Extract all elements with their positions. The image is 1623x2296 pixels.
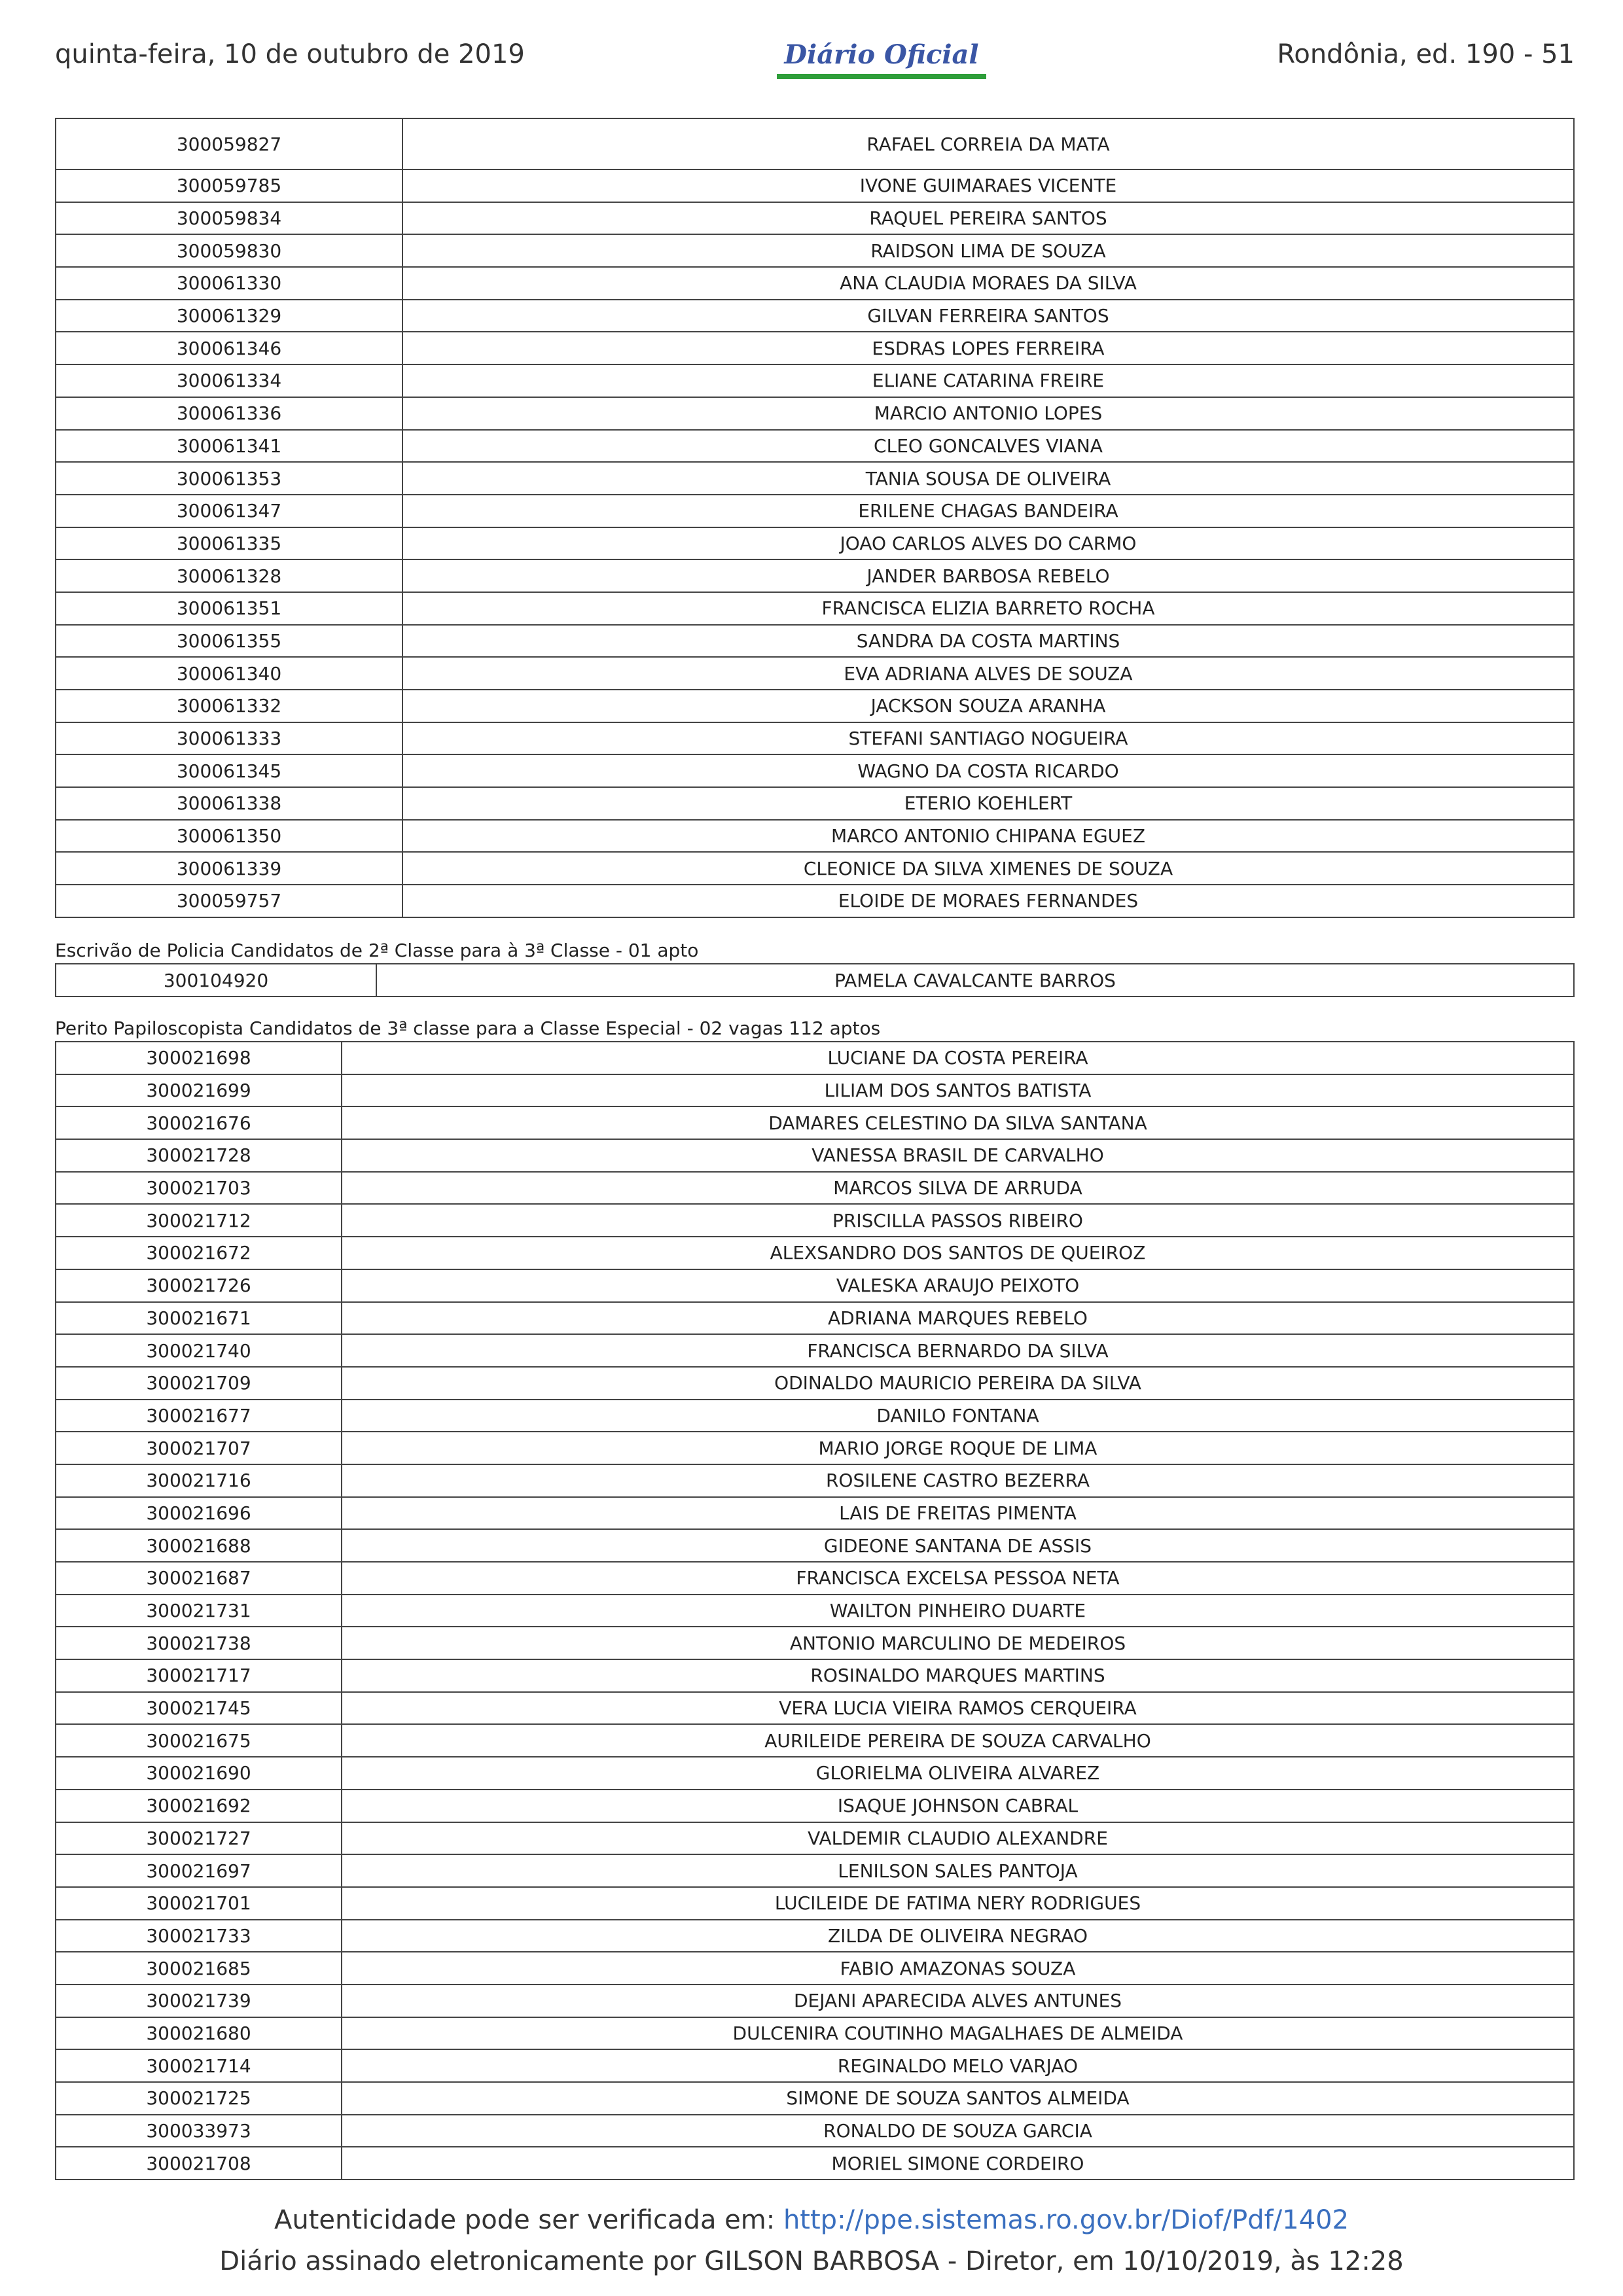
registration-number: 300061333 [56, 722, 402, 755]
registration-number: 300021688 [56, 1529, 342, 1562]
registration-number: 300061338 [56, 787, 402, 820]
signature-note: Diário assinado eletronicamente por GILSON BARBOSA - Diretor, em 10/10/2019, às 12:28 [219, 2246, 1404, 2276]
table-row [56, 1595, 1574, 1627]
edition-page-number: Rondônia, ed. 190 - 51 [1277, 39, 1575, 69]
table-row [56, 852, 1574, 885]
candidate-name: FRANCISCA EXCELSA PESSOA NETA [342, 1562, 1574, 1595]
table-row [56, 397, 1574, 430]
registration-number: 300021685 [56, 1952, 342, 1985]
candidate-name: IVONE GUIMARAES VICENTE [402, 169, 1574, 202]
table-row [56, 1074, 1574, 1107]
candidate-name: MARCIO ANTONIO LOPES [402, 397, 1574, 430]
registration-number: 300061340 [56, 657, 402, 690]
table-row [56, 267, 1574, 300]
table-section-2 [55, 963, 1575, 997]
registration-number: 300021745 [56, 1692, 342, 1725]
registration-number: 300061341 [56, 430, 402, 463]
table-row [56, 462, 1574, 495]
registration-number: 300061330 [56, 267, 402, 300]
table-row [56, 118, 1574, 169]
registration-number: 300021701 [56, 1887, 342, 1920]
candidate-name: LUCIANE DA COSTA PEREIRA [342, 1042, 1574, 1074]
table-row [56, 1627, 1574, 1659]
table-row [56, 592, 1574, 625]
table-row [56, 2115, 1574, 2147]
candidate-name: GILVAN FERREIRA SANTOS [402, 300, 1574, 332]
table-row [56, 754, 1574, 787]
registration-number: 300059830 [56, 234, 402, 267]
candidate-name: AURILEIDE PEREIRA DE SOUZA CARVALHO [342, 1724, 1574, 1757]
table-row [56, 1985, 1574, 2017]
candidate-name: MARIO JORGE ROQUE DE LIMA [342, 1432, 1574, 1464]
authenticity-link[interactable]: http://ppe.sistemas.ro.gov.br/Diof/Pdf/1402 [783, 2205, 1349, 2235]
candidate-name: ROSILENE CASTRO BEZERRA [342, 1464, 1574, 1497]
table-row [56, 690, 1574, 722]
authenticity-note [0, 2205, 1623, 2235]
registration-number: 300021733 [56, 1920, 342, 1952]
table-row [56, 885, 1574, 917]
candidate-name: RAQUEL PEREIRA SANTOS [402, 202, 1574, 235]
candidate-name: DEJANI APARECIDA ALVES ANTUNES [342, 1985, 1574, 2017]
candidate-name: GIDEONE SANTANA DE ASSIS [342, 1529, 1574, 1562]
registration-number: 300021677 [56, 1400, 342, 1432]
candidate-name: MARCO ANTONIO CHIPANA EGUEZ [402, 820, 1574, 853]
diario-oficial-logo: Diário Oficial [777, 39, 986, 79]
candidate-name: PAMELA CAVALCANTE BARROS [376, 964, 1574, 997]
candidate-name: LUCILEIDE DE FATIMA NERY RODRIGUES [342, 1887, 1574, 1920]
candidate-name: ISAQUE JOHNSON CABRAL [342, 1790, 1574, 1822]
candidate-name: RAIDSON LIMA DE SOUZA [402, 234, 1574, 267]
registration-number: 300061350 [56, 820, 402, 853]
candidate-name: FRANCISCA ELIZIA BARRETO ROCHA [402, 592, 1574, 625]
registration-number: 300021717 [56, 1659, 342, 1692]
registration-number: 300021692 [56, 1790, 342, 1822]
table-row [56, 1529, 1574, 1562]
registration-number: 300021712 [56, 1204, 342, 1237]
candidate-name: FABIO AMAZONAS SOUZA [342, 1952, 1574, 1985]
registration-number: 300061339 [56, 852, 402, 885]
registration-number: 300021716 [56, 1464, 342, 1497]
registration-number: 300021709 [56, 1367, 342, 1400]
registration-number: 300061346 [56, 332, 402, 364]
table-row [56, 1920, 1574, 1952]
table-row [56, 430, 1574, 463]
table-row [56, 1204, 1574, 1237]
candidate-name: ADRIANA MARQUES REBELO [342, 1302, 1574, 1335]
candidate-name: WAGNO DA COSTA RICARDO [402, 754, 1574, 787]
registration-number: 300021726 [56, 1269, 342, 1302]
table-row [56, 169, 1574, 202]
candidate-name: CLEO GONCALVES VIANA [402, 430, 1574, 463]
registration-number: 300021725 [56, 2082, 342, 2115]
table-row [56, 2049, 1574, 2082]
table-row [56, 1400, 1574, 1432]
registration-number: 300061345 [56, 754, 402, 787]
candidate-name: CLEONICE DA SILVA XIMENES DE SOUZA [402, 852, 1574, 885]
table-section-1 [55, 118, 1575, 918]
registration-number: 300061336 [56, 397, 402, 430]
registration-number: 300061328 [56, 559, 402, 592]
registration-number: 300104920 [56, 964, 376, 997]
candidate-name: LAIS DE FREITAS PIMENTA [342, 1497, 1574, 1530]
registration-number: 300059757 [56, 885, 402, 917]
table-row [56, 332, 1574, 364]
table-row [56, 2082, 1574, 2115]
publication-date: quinta-feira, 10 de outubro de 2019 [55, 39, 525, 69]
candidate-name: ELOIDE DE MORAES FERNANDES [402, 885, 1574, 917]
table-row [56, 1887, 1574, 1920]
registration-number: 300021707 [56, 1432, 342, 1464]
candidate-name: LENILSON SALES PANTOJA [342, 1854, 1574, 1887]
registration-number: 300059834 [56, 202, 402, 235]
candidate-name: ANA CLAUDIA MORAES DA SILVA [402, 267, 1574, 300]
candidate-name: DANILO FONTANA [342, 1400, 1574, 1432]
registration-number: 300021697 [56, 1854, 342, 1887]
table-row [56, 1139, 1574, 1172]
registration-number: 300021690 [56, 1757, 342, 1790]
registration-number: 300061355 [56, 625, 402, 658]
candidate-name: JOAO CARLOS ALVES DO CARMO [402, 527, 1574, 560]
table-row [56, 722, 1574, 755]
table-row [56, 820, 1574, 853]
candidate-name: TANIA SOUSA DE OLIVEIRA [402, 462, 1574, 495]
registration-number: 300059785 [56, 169, 402, 202]
candidate-name: DAMARES CELESTINO DA SILVA SANTANA [342, 1106, 1574, 1139]
table-row [56, 1106, 1574, 1139]
candidate-name: DULCENIRA COUTINHO MAGALHAES DE ALMEIDA [342, 2017, 1574, 2050]
page-header [55, 39, 1575, 85]
table-row [56, 495, 1574, 527]
registration-number: 300021728 [56, 1139, 342, 1172]
table-row [56, 1237, 1574, 1269]
candidate-name: STEFANI SANTIAGO NOGUEIRA [402, 722, 1574, 755]
candidate-name: VANESSA BRASIL DE CARVALHO [342, 1139, 1574, 1172]
candidate-name: PRISCILLA PASSOS RIBEIRO [342, 1204, 1574, 1237]
registration-number: 300021739 [56, 1985, 342, 2017]
table-row [56, 1269, 1574, 1302]
registration-number: 300021680 [56, 2017, 342, 2050]
registration-number: 300021731 [56, 1595, 342, 1627]
registration-number: 300033973 [56, 2115, 342, 2147]
registration-number: 300021671 [56, 1302, 342, 1335]
candidate-name: VERA LUCIA VIEIRA RAMOS CERQUEIRA [342, 1692, 1574, 1725]
table-row [56, 1042, 1574, 1074]
table-row [56, 1692, 1574, 1725]
table-row [56, 657, 1574, 690]
registration-number: 300021714 [56, 2049, 342, 2082]
registration-number: 300059827 [56, 118, 402, 169]
registration-number: 300061332 [56, 690, 402, 722]
table-row [56, 234, 1574, 267]
registration-number: 300061329 [56, 300, 402, 332]
candidate-name: ERILENE CHAGAS BANDEIRA [402, 495, 1574, 527]
candidate-name: SANDRA DA COSTA MARTINS [402, 625, 1574, 658]
registration-number: 300021687 [56, 1562, 342, 1595]
table-row [56, 1464, 1574, 1497]
table-row [56, 1854, 1574, 1887]
table-row [56, 1302, 1574, 1335]
candidate-name: FRANCISCA BERNARDO DA SILVA [342, 1334, 1574, 1367]
candidate-name: VALDEMIR CLAUDIO ALEXANDRE [342, 1822, 1574, 1855]
table-row [56, 625, 1574, 658]
registration-number: 300061334 [56, 364, 402, 397]
table-row [56, 964, 1574, 997]
candidate-name: ETERIO KOEHLERT [402, 787, 1574, 820]
table-row [56, 364, 1574, 397]
table-row [56, 787, 1574, 820]
registration-number: 300021703 [56, 1172, 342, 1205]
caption-escrivao: Escrivão de Policia Candidatos de 2ª Classe para à 3ª Classe - 01 apto [55, 940, 699, 961]
candidate-name: RAFAEL CORREIA DA MATA [402, 118, 1574, 169]
candidate-name: MARCOS SILVA DE ARRUDA [342, 1172, 1574, 1205]
table-row [56, 1757, 1574, 1790]
candidate-name: ALEXSANDRO DOS SANTOS DE QUEIROZ [342, 1237, 1574, 1269]
table-row [56, 2017, 1574, 2050]
candidate-name: RONALDO DE SOUZA GARCIA [342, 2115, 1574, 2147]
table-row [56, 1952, 1574, 1985]
candidate-name: WAILTON PINHEIRO DUARTE [342, 1595, 1574, 1627]
candidate-name: LILIAM DOS SANTOS BATISTA [342, 1074, 1574, 1107]
table-row [56, 1432, 1574, 1464]
registration-number: 300061351 [56, 592, 402, 625]
registration-number: 300021676 [56, 1106, 342, 1139]
candidate-name: GLORIELMA OLIVEIRA ALVAREZ [342, 1757, 1574, 1790]
table-row [56, 527, 1574, 560]
candidate-name: REGINALDO MELO VARJAO [342, 2049, 1574, 2082]
registration-number: 300061335 [56, 527, 402, 560]
table-row [56, 1497, 1574, 1530]
table-row [56, 1562, 1574, 1595]
table-row [56, 300, 1574, 332]
table-row [56, 1367, 1574, 1400]
registration-number: 300061353 [56, 462, 402, 495]
registration-number: 300021699 [56, 1074, 342, 1107]
registration-number: 300021740 [56, 1334, 342, 1367]
candidate-name: ZILDA DE OLIVEIRA NEGRAO [342, 1920, 1574, 1952]
registration-number: 300021696 [56, 1497, 342, 1530]
registration-number: 300021708 [56, 2147, 342, 2180]
table-row [56, 1790, 1574, 1822]
candidate-name: ANTONIO MARCULINO DE MEDEIROS [342, 1627, 1574, 1659]
table-row [56, 1659, 1574, 1692]
candidate-name: ELIANE CATARINA FREIRE [402, 364, 1574, 397]
caption-perito: Perito Papiloscopista Candidatos de 3ª classe para a Classe Especial - 02 vagas 112 aptos [55, 1017, 881, 1039]
table-row [56, 1822, 1574, 1855]
table-row [56, 1334, 1574, 1367]
authenticity-label: Autenticidade pode ser verificada em: [274, 2205, 783, 2235]
table-row [56, 1172, 1574, 1205]
table-row [56, 202, 1574, 235]
registration-number: 300021675 [56, 1724, 342, 1757]
candidate-name: SIMONE DE SOUZA SANTOS ALMEIDA [342, 2082, 1574, 2115]
registration-number: 300021738 [56, 1627, 342, 1659]
registration-number: 300061347 [56, 495, 402, 527]
candidate-name: EVA ADRIANA ALVES DE SOUZA [402, 657, 1574, 690]
table-row [56, 1724, 1574, 1757]
candidate-name: MORIEL SIMONE CORDEIRO [342, 2147, 1574, 2180]
registration-number: 300021698 [56, 1042, 342, 1074]
candidate-name: ROSINALDO MARQUES MARTINS [342, 1659, 1574, 1692]
table-row [56, 2147, 1574, 2180]
candidate-name: ODINALDO MAURICIO PEREIRA DA SILVA [342, 1367, 1574, 1400]
registration-number: 300021727 [56, 1822, 342, 1855]
candidate-name: VALESKA ARAUJO PEIXOTO [342, 1269, 1574, 1302]
registration-number: 300021672 [56, 1237, 342, 1269]
table-section-3 [55, 1041, 1575, 2180]
candidate-name: JACKSON SOUZA ARANHA [402, 690, 1574, 722]
candidate-name: JANDER BARBOSA REBELO [402, 559, 1574, 592]
table-row [56, 559, 1574, 592]
candidate-name: ESDRAS LOPES FERREIRA [402, 332, 1574, 364]
